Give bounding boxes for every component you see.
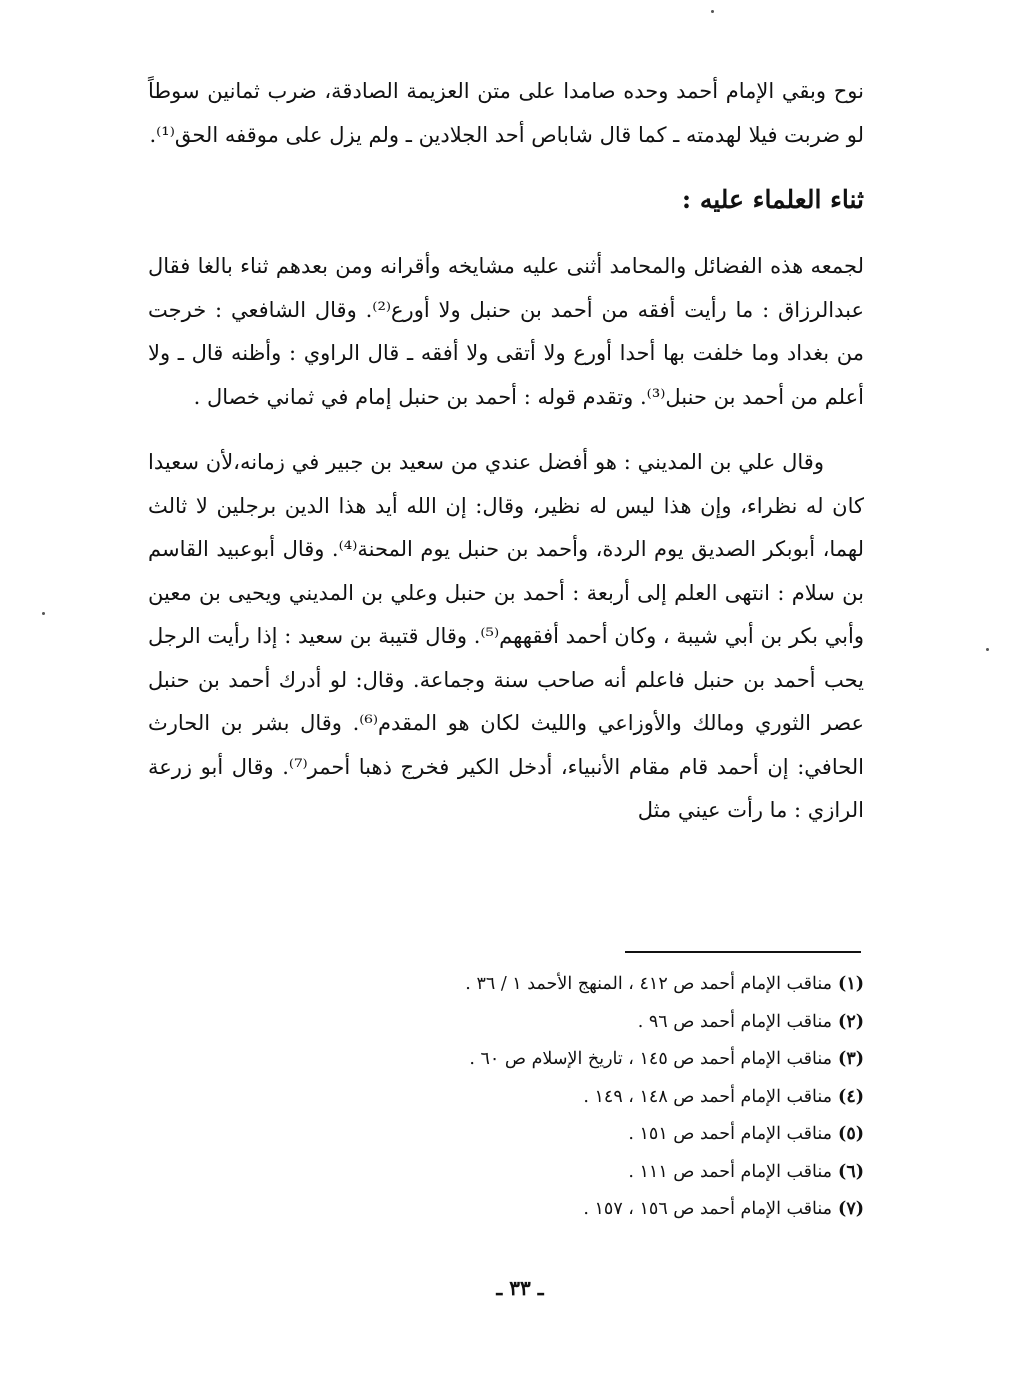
footnote-number: (٤) (838, 1086, 864, 1107)
footnote-item (330, 1116, 864, 1154)
footnote-text: مناقب الإمام أحمد ص ١٤٥ ، تاريخ الإسلام ص ٦٠ . (469, 1049, 833, 1069)
footnotes-list (330, 966, 864, 1229)
page-body (148, 70, 864, 833)
footnote-item (330, 1004, 864, 1042)
footnote-text: مناقب الإمام أحمد ص ٤١٢ ، المنهج الأحمد ١ / ٣٦ . (465, 974, 833, 994)
section-heading: ثناء العلماء عليه : (681, 185, 864, 214)
intro-paragraph: نوح وبقي الإمام أحمد وحده صامدا على متن العزيمة الصادقة، ضرب ثمانين سوطاً لو ضربت فيلا لهدمته ـ كما قال شاباص أحد الجلادين ـ ولم يزل على موقفه الحق⁽¹⁾. (148, 79, 864, 147)
scan-speck (42, 612, 45, 615)
footnote-text: مناقب الإمام أحمد ص ١٤٨ ، ١٤٩ . (583, 1086, 833, 1107)
footnote-number: (١) (838, 974, 864, 994)
footnote-text: مناقب الإمام أحمد ص ١٥١ . (628, 1124, 833, 1144)
scan-speck (711, 10, 714, 13)
scan-speck (986, 648, 989, 651)
paragraph-2: وقال علي بن المديني : هو أفضل عندي من سعيد بن جبير في زمانه،لأن سعيدا كان له نظراء، وإن هذا ليس له نظير، وقال: إن الله أيد هذا الدين برجلين لا ثالث لهما، أبوبكر الصديق يوم الردة، وأحمد بن حنبل يوم المحنة⁽⁴⁾. وقال أبوعبيد القاسم بن سلام : انتهى العلم إلى أربعة : أحمد بن حنبل وعلي بن المديني ويحيى بن معين وأبي بكر بن أبي شيبة ، وكان أحمد أفقههم⁽⁵⁾. وقال قتيبة بن سعيد : إذا رأيت الرجل يحب أحمد بن حنبل فاعلم أنه صاحب سنة وجماعة. وقال: لو أدرك أحمد بن حنبل عصر الثوري ومالك والأوزاعي والليث لكان هو المقدم⁽⁶⁾. وقال بشر بن الحارث الحافي: إن أحمد قام مقام الأنبياء، أدخل الكير فخرج ذهبا أحمر⁽⁷⁾. وقال أبو زرعة الرازي : ما رأت عيني مثل (148, 450, 865, 822)
paragraph-1: لجمعه هذه الفضائل والمحامد أثنى عليه مشايخه وأقرانه ومن بعدهم ثناء بالغا فقال عبدالرزاق : ما رأيت أفقه من أحمد بن حنبل ولا أورع⁽²⁾. وقال الشافعي : خرجت من بغداد وما خلفت بها أحدا أورع ولا أتقى ولا أفقه ـ قال الراوي : وأظنه قال ـ ولا أعلم من أحمد بن حنبل⁽³⁾. وتقدم قوله : أحمد بن حنبل إمام في ثماني خصال . (148, 254, 864, 409)
footnote-number: (٥) (838, 1124, 864, 1144)
footnote-text: مناقب الإمام أحمد ص ١١١ . (628, 1161, 833, 1182)
footnote-item (330, 1079, 864, 1117)
footnote-item (330, 1041, 864, 1079)
footnote-item (330, 1191, 864, 1229)
footnote-number: (٦) (838, 1161, 864, 1182)
footnote-number: (٧) (838, 1199, 864, 1219)
footnote-divider (625, 951, 861, 953)
footnote-item (330, 966, 864, 1004)
footnote-item (330, 1154, 864, 1192)
footnote-text: مناقب الإمام أحمد ص ١٥٦ ، ١٥٧ . (583, 1199, 833, 1219)
paragraph-gap (148, 419, 864, 441)
footnote-text: مناقب الإمام أحمد ص ٩٦ . (637, 1011, 833, 1032)
page-number: ـ ٣٣ ـ (496, 1276, 544, 1300)
footnote-number: (٣) (838, 1049, 864, 1069)
footnote-number: (٢) (838, 1011, 864, 1032)
